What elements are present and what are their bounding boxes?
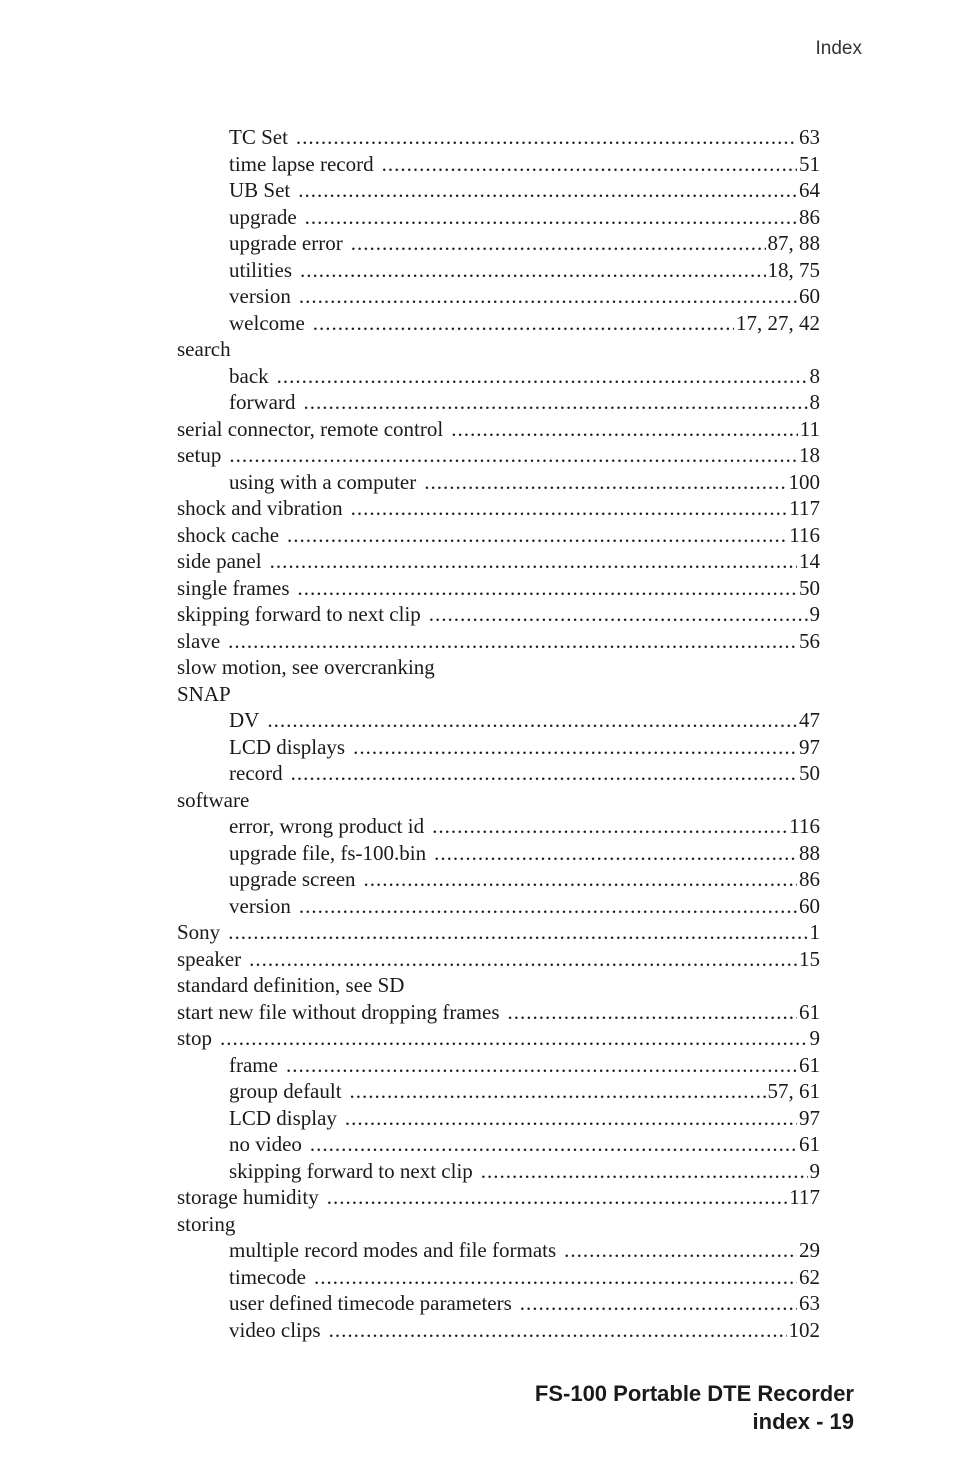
index-entry (177, 601, 820, 628)
dot-leader (350, 1078, 766, 1105)
page-reference: 18 (799, 443, 820, 467)
page-reference: 11 (799, 416, 820, 441)
page-reference: 51 (799, 151, 820, 176)
index-term: single frames (177, 575, 290, 600)
page-reference: 8 (809, 363, 820, 388)
page-reference: 57, 61 (767, 1079, 820, 1103)
index-term: utilities (229, 257, 292, 282)
index-term: LCD display (229, 1105, 337, 1130)
index-term: setup (177, 443, 222, 467)
page-reference: 63 (799, 125, 820, 149)
page-reference: 116 (789, 814, 820, 838)
index-term: shock cache (177, 522, 280, 547)
index-subentry (177, 363, 820, 390)
index-term: UB Set (229, 178, 291, 202)
index-entry (177, 548, 820, 575)
page-reference: 29 (799, 1238, 820, 1262)
index-term: start new file without dropping frames (177, 999, 500, 1024)
index-term: DV (229, 708, 260, 732)
dot-leader (353, 734, 797, 761)
page-reference: 88 (799, 840, 820, 865)
dot-leader (249, 946, 797, 973)
page-reference: 50 (799, 575, 820, 600)
index-term: search (177, 337, 231, 361)
dot-leader (300, 257, 766, 284)
page-reference: 116 (789, 522, 820, 547)
index-subentry (177, 151, 820, 178)
page-reference: 8 (809, 390, 820, 414)
index-term: standard definition, see SD (177, 973, 405, 997)
index-entry (177, 442, 820, 469)
index-subentry (177, 760, 820, 787)
index-term: using with a computer (229, 469, 417, 494)
index-entry (177, 787, 820, 814)
dot-leader (299, 893, 797, 920)
dot-leader (327, 1184, 788, 1211)
index-term: slave (177, 628, 221, 653)
dot-leader (481, 1158, 808, 1185)
page-reference: 62 (799, 1264, 820, 1289)
index-entry (177, 628, 820, 655)
index-subentry (177, 283, 820, 310)
dot-leader (310, 1131, 797, 1158)
index-entry (177, 999, 820, 1026)
index-term: skipping forward to next clip (177, 602, 421, 626)
index-entry (177, 416, 820, 443)
document-title: FS-100 Portable DTE Recorder (534, 1381, 854, 1406)
page-reference: 61 (799, 1052, 820, 1077)
dot-leader (429, 601, 808, 628)
index-subentry (177, 1264, 820, 1291)
index-term: upgrade (229, 204, 297, 229)
dot-leader (313, 310, 734, 337)
index-subentry (177, 734, 820, 761)
page-reference: 17, 27, 42 (736, 310, 820, 335)
page-footer (535, 1380, 854, 1436)
index-term: forward (229, 390, 296, 414)
index-subentry (177, 177, 820, 204)
dot-leader (298, 177, 797, 204)
page-reference: 64 (799, 178, 820, 202)
index-subentry (177, 124, 820, 151)
index-subentry (177, 310, 820, 337)
dot-leader (270, 548, 797, 575)
page-reference: 86 (799, 867, 820, 891)
index-term: version (229, 893, 291, 918)
dot-leader (382, 151, 797, 178)
index-term: no video (229, 1132, 302, 1156)
index-entry (177, 919, 820, 946)
dot-leader (520, 1290, 797, 1317)
index-subentry (177, 866, 820, 893)
page-reference: 1 (809, 920, 820, 944)
index-entry (177, 681, 820, 708)
page-reference: 117 (789, 1185, 820, 1209)
index-subentry (177, 204, 820, 231)
index-subentry (177, 469, 820, 496)
index-subentry (177, 1052, 820, 1079)
page-reference: 15 (799, 946, 820, 971)
index-term: storing (177, 1211, 236, 1236)
index-subentry (177, 257, 820, 284)
index-term: slow motion, see overcranking (177, 655, 435, 679)
index-subentry (177, 1237, 820, 1264)
page-reference: 97 (799, 1105, 820, 1130)
dot-leader (345, 1105, 797, 1132)
index-term: storage humidity (177, 1185, 319, 1209)
index-term: group default (229, 1079, 342, 1103)
dot-leader (296, 124, 797, 151)
page-reference: 97 (799, 734, 820, 759)
index-entry (177, 495, 820, 522)
page-reference: 61 (799, 999, 820, 1024)
index-entry (177, 1025, 820, 1052)
page-reference: 87, 88 (767, 231, 820, 255)
dot-leader (291, 760, 797, 787)
index-term: frame (229, 1052, 278, 1077)
page-reference: 14 (799, 549, 820, 573)
index-entry (177, 575, 820, 602)
index-term: upgrade screen (229, 867, 356, 891)
index-term: user defined timecode parameters (229, 1291, 512, 1315)
index-term: stop (177, 1026, 213, 1050)
index-term: speaker (177, 946, 242, 971)
index-subentry (177, 230, 820, 257)
dot-leader (267, 707, 797, 734)
index-subentry (177, 1290, 820, 1317)
page-number: index - 19 (752, 1409, 854, 1434)
dot-leader (451, 416, 798, 443)
page-reference: 102 (788, 1317, 820, 1342)
dot-leader (508, 999, 797, 1026)
page-reference: 61 (799, 1132, 820, 1156)
index-term: version (229, 284, 291, 308)
page-reference: 50 (799, 761, 820, 785)
dot-leader (286, 1052, 797, 1079)
dot-leader (351, 230, 766, 257)
index-term: time lapse record (229, 151, 374, 176)
index-entry (177, 336, 820, 363)
index-term: multiple record modes and file formats (229, 1238, 557, 1262)
index-term: serial connector, remote control (177, 416, 444, 441)
index-subentry (177, 840, 820, 867)
dot-leader (329, 1317, 787, 1344)
page-reference: 9 (809, 1158, 820, 1183)
index-subentry (177, 707, 820, 734)
page-reference: 117 (789, 496, 820, 520)
dot-leader (564, 1237, 797, 1264)
dot-leader (228, 628, 797, 655)
index-term: LCD displays (229, 734, 346, 759)
dot-leader (305, 204, 797, 231)
dot-leader (303, 389, 807, 416)
page-reference: 60 (799, 893, 820, 918)
page-reference: 60 (799, 284, 820, 308)
page-reference: 9 (809, 1026, 820, 1050)
index-term: Sony (177, 920, 221, 944)
dot-leader (434, 840, 797, 867)
dot-leader (277, 363, 808, 390)
index-entry (177, 1211, 820, 1238)
index-term: video clips (229, 1317, 321, 1342)
index-term: TC Set (229, 125, 288, 149)
index-subentry (177, 1105, 820, 1132)
index-subentry (177, 1131, 820, 1158)
index-term: record (229, 761, 283, 785)
index-subentry (177, 813, 820, 840)
index-subentry (177, 389, 820, 416)
page-reference: 56 (799, 628, 820, 653)
index-entry (177, 522, 820, 549)
index-term: welcome (229, 310, 305, 335)
dot-leader (364, 866, 797, 893)
index-term: upgrade file, fs-100.bin (229, 840, 427, 865)
index-term: shock and vibration (177, 496, 343, 520)
index-term: upgrade error (229, 231, 343, 255)
index-list (177, 124, 820, 1343)
page-reference: 100 (788, 469, 820, 494)
page-reference: 47 (799, 708, 820, 732)
dot-leader (298, 575, 797, 602)
index-term: error, wrong product id (229, 814, 425, 838)
dot-leader (228, 919, 807, 946)
dot-leader (314, 1264, 797, 1291)
index-subentry (177, 1317, 820, 1344)
dot-leader (287, 522, 787, 549)
index-subentry (177, 1078, 820, 1105)
index-entry (177, 972, 820, 999)
dot-leader (424, 469, 786, 496)
page-reference: 63 (799, 1291, 820, 1315)
index-term: side panel (177, 549, 262, 573)
dot-leader (351, 495, 788, 522)
dot-leader (432, 813, 787, 840)
dot-leader (220, 1025, 807, 1052)
index-subentry (177, 1158, 820, 1185)
index-term: software (177, 787, 250, 812)
index-term: back (229, 363, 269, 388)
dot-leader (299, 283, 797, 310)
dot-leader (229, 442, 797, 469)
running-header: Index (815, 38, 862, 59)
index-entry (177, 1184, 820, 1211)
page-reference: 9 (809, 602, 820, 626)
index-term: skipping forward to next clip (229, 1158, 473, 1183)
index-entry (177, 654, 820, 681)
index-term: SNAP (177, 681, 231, 706)
index-term: timecode (229, 1264, 306, 1289)
index-entry (177, 946, 820, 973)
page-reference: 18, 75 (767, 257, 820, 282)
page-reference: 86 (799, 204, 820, 229)
index-subentry (177, 893, 820, 920)
